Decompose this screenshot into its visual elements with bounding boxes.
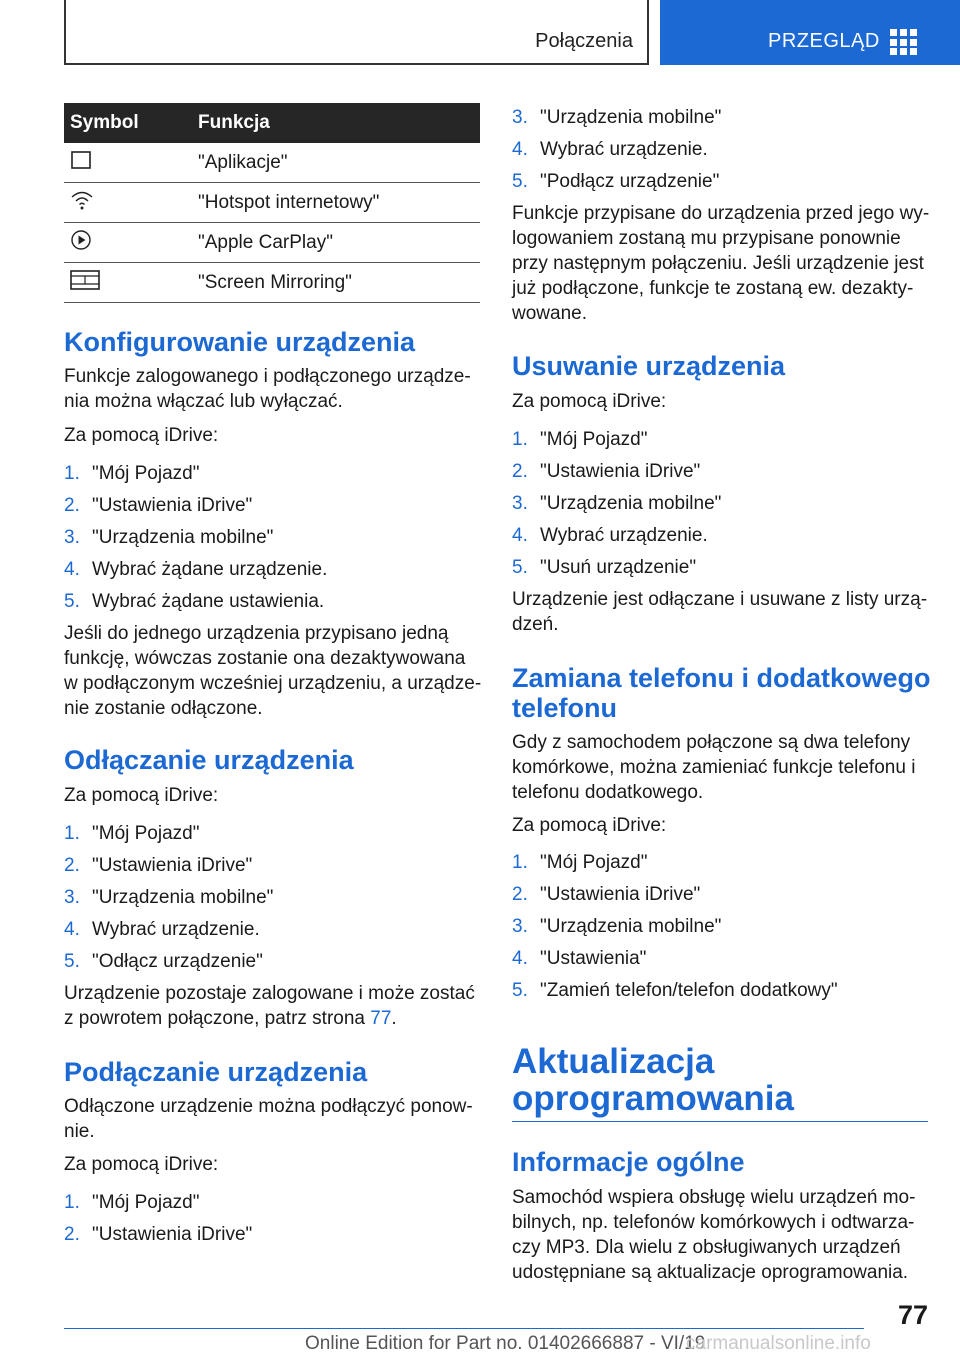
connect-paragraph-line: Odłączone urządzenie można podłączyć ponow‐ (64, 1096, 473, 1117)
list-item: 1. "Mój Pojazd" (64, 463, 200, 484)
reassign-note-line: Funkcje przypisane do urządzenia przed jego wy‐ (512, 203, 930, 224)
update-paragraph-line: udostępniane są aktualizacje oprogramowania. (512, 1262, 909, 1283)
config-note-line: Jeśli do jednego urządzenia przypisano jedną (64, 623, 449, 644)
disconnect-heading: Odłączanie urządzenia (64, 745, 354, 775)
list-item: 4. Wybrać urządzenie. (512, 139, 708, 160)
list-item: 1. "Mój Pojazd" (512, 429, 648, 450)
section-title: Połączenia (535, 30, 633, 52)
list-item: 1. "Mój Pojazd" (512, 852, 648, 873)
swap-paragraph-line: Gdy z samochodem połączone są dwa telefony (512, 732, 911, 753)
swap-paragraph-line: komórkowe, można zamieniać funkcje telefonu i (512, 757, 916, 778)
list-item: 3. "Urządzenia mobilne" (64, 527, 274, 548)
list-item: 5. "Usuń urządzenie" (512, 557, 697, 578)
list-item: 3. "Urządzenia mobilne" (64, 887, 274, 908)
list-item: 3. "Urządzenia mobilne" (512, 107, 722, 128)
list-item: 1. "Mój Pojazd" (64, 823, 200, 844)
list-item: 2. "Ustawienia iDrive" (64, 1224, 253, 1245)
apps-square-icon (70, 150, 92, 170)
table-header-symbol: Symbol (64, 103, 198, 143)
list-item: 5. Wybrać żądane ustawienia. (64, 591, 325, 612)
config-paragraph-line: Funkcje zalogowanego i podłączonego urządze‐ (64, 366, 471, 387)
screen-mirroring-icon (70, 269, 100, 291)
remove-heading: Usuwanie urządzenia (512, 351, 786, 381)
swap-heading-line1: Zamiana telefonu i dodatkowego (512, 663, 931, 693)
connect-idrive-intro: Za pomocą iDrive: (64, 1154, 219, 1175)
update-heading-line1: Aktualizacja (512, 1042, 715, 1081)
heading-rule (512, 1121, 928, 1122)
table-cell-function: "Apple CarPlay" (198, 223, 480, 263)
table-cell-function: "Hotspot internetowy" (198, 183, 480, 223)
swap-paragraph-line: telefonu dodatkowego. (512, 782, 704, 803)
reassign-note-line: logowaniem zostaną mu przypisane ponownie (512, 228, 901, 249)
header-section-box (64, 0, 649, 65)
list-item: 2. "Ustawienia iDrive" (512, 461, 701, 482)
disconnect-note-line: z powrotem połączone, patrz strona 77. (64, 1008, 397, 1029)
page-number: 77 (897, 1300, 928, 1330)
carplay-play-icon (70, 229, 92, 251)
list-item: 2. "Ustawienia iDrive" (64, 495, 253, 516)
disconnect-note-line: Urządzenie pozostaje zalogowane i może zostać (64, 983, 475, 1004)
table-cell-function: "Aplikacje" (198, 143, 480, 183)
config-idrive-intro: Za pomocą iDrive: (64, 425, 219, 446)
list-item: 4. "Ustawienia" (512, 948, 647, 969)
reassign-note-line: przy następnym połączeniu. Jeśli urządzenie jest (512, 253, 924, 274)
config-paragraph-line: nia można włączać lub wyłączać. (64, 391, 343, 412)
footer-edition: Online Edition for Part no. 01402666887 - VI/19 (305, 1333, 706, 1354)
wifi-hotspot-icon (70, 189, 94, 211)
list-item: 4. Wybrać żądane urządzenie. (64, 559, 328, 580)
list-item: 2. "Ustawienia iDrive" (512, 884, 701, 905)
table-row (64, 223, 480, 263)
config-note-line: funkcję, wówczas zostanie ona dezaktywowana (64, 648, 466, 669)
config-heading: Konfigurowanie urządzenia (64, 327, 416, 357)
connect-heading: Podłączanie urządzenia (64, 1057, 368, 1087)
table-row (64, 263, 480, 303)
remove-idrive-intro: Za pomocą iDrive: (512, 391, 667, 412)
overview-tab-label: PRZEGLĄD (768, 30, 880, 52)
grid-icon (890, 29, 918, 55)
list-item: 4. Wybrać urządzenie. (64, 919, 260, 940)
table-cell-function: "Screen Mirroring" (198, 263, 480, 303)
swap-idrive-intro: Za pomocą iDrive: (512, 815, 667, 836)
list-item: 1. "Mój Pojazd" (64, 1192, 200, 1213)
footer-rule (64, 1328, 864, 1329)
symbol-table (64, 103, 480, 303)
swap-heading-line2: telefonu (512, 693, 617, 723)
connect-paragraph-line: nie. (64, 1121, 95, 1142)
list-item: 5. "Podłącz urządzenie" (512, 171, 720, 192)
update-heading-line2: oprogramowania (512, 1079, 794, 1118)
update-paragraph-line: czy MP3. Dla wielu z obsługiwanych urządzeń (512, 1237, 901, 1258)
list-item: 5. "Odłącz urządzenie" (64, 951, 263, 972)
config-note-line: nie zostanie odłączone. (64, 698, 263, 719)
list-item: 2. "Ustawienia iDrive" (64, 855, 253, 876)
remove-note-line: Urządzenie jest odłączane i usuwane z listy urzą‐ (512, 589, 928, 610)
disconnect-idrive-intro: Za pomocą iDrive: (64, 785, 219, 806)
remove-note-line: dzeń. (512, 614, 559, 635)
list-item: 4. Wybrać urządzenie. (512, 525, 708, 546)
watermark: carmanualsonline.info (686, 1333, 871, 1354)
list-item: 3. "Urządzenia mobilne" (512, 493, 722, 514)
list-item: 5. "Zamień telefon/telefon dodatkowy" (512, 980, 838, 1001)
list-item: 3. "Urządzenia mobilne" (512, 916, 722, 937)
config-note-line: w podłączonym wcześniej urządzeniu, a urządze‐ (64, 673, 482, 694)
update-paragraph-line: Samochód wspiera obsługę wielu urządzeń mo‐ (512, 1187, 916, 1208)
overview-tab[interactable] (660, 0, 960, 65)
table-header-function: Funkcja (198, 103, 480, 143)
reassign-note-line: wowane. (512, 303, 587, 324)
table-header-row (64, 103, 480, 143)
general-info-heading: Informacje ogólne (512, 1147, 745, 1177)
page-link[interactable]: 77 (370, 1008, 392, 1029)
table-row (64, 143, 480, 183)
table-row (64, 183, 480, 223)
reassign-note-line: już podłączone, funkcje te zostaną ew. dezakty‐ (512, 278, 914, 299)
update-paragraph-line: bilnych, np. telefonów komórkowych i odtwarza‐ (512, 1212, 915, 1233)
